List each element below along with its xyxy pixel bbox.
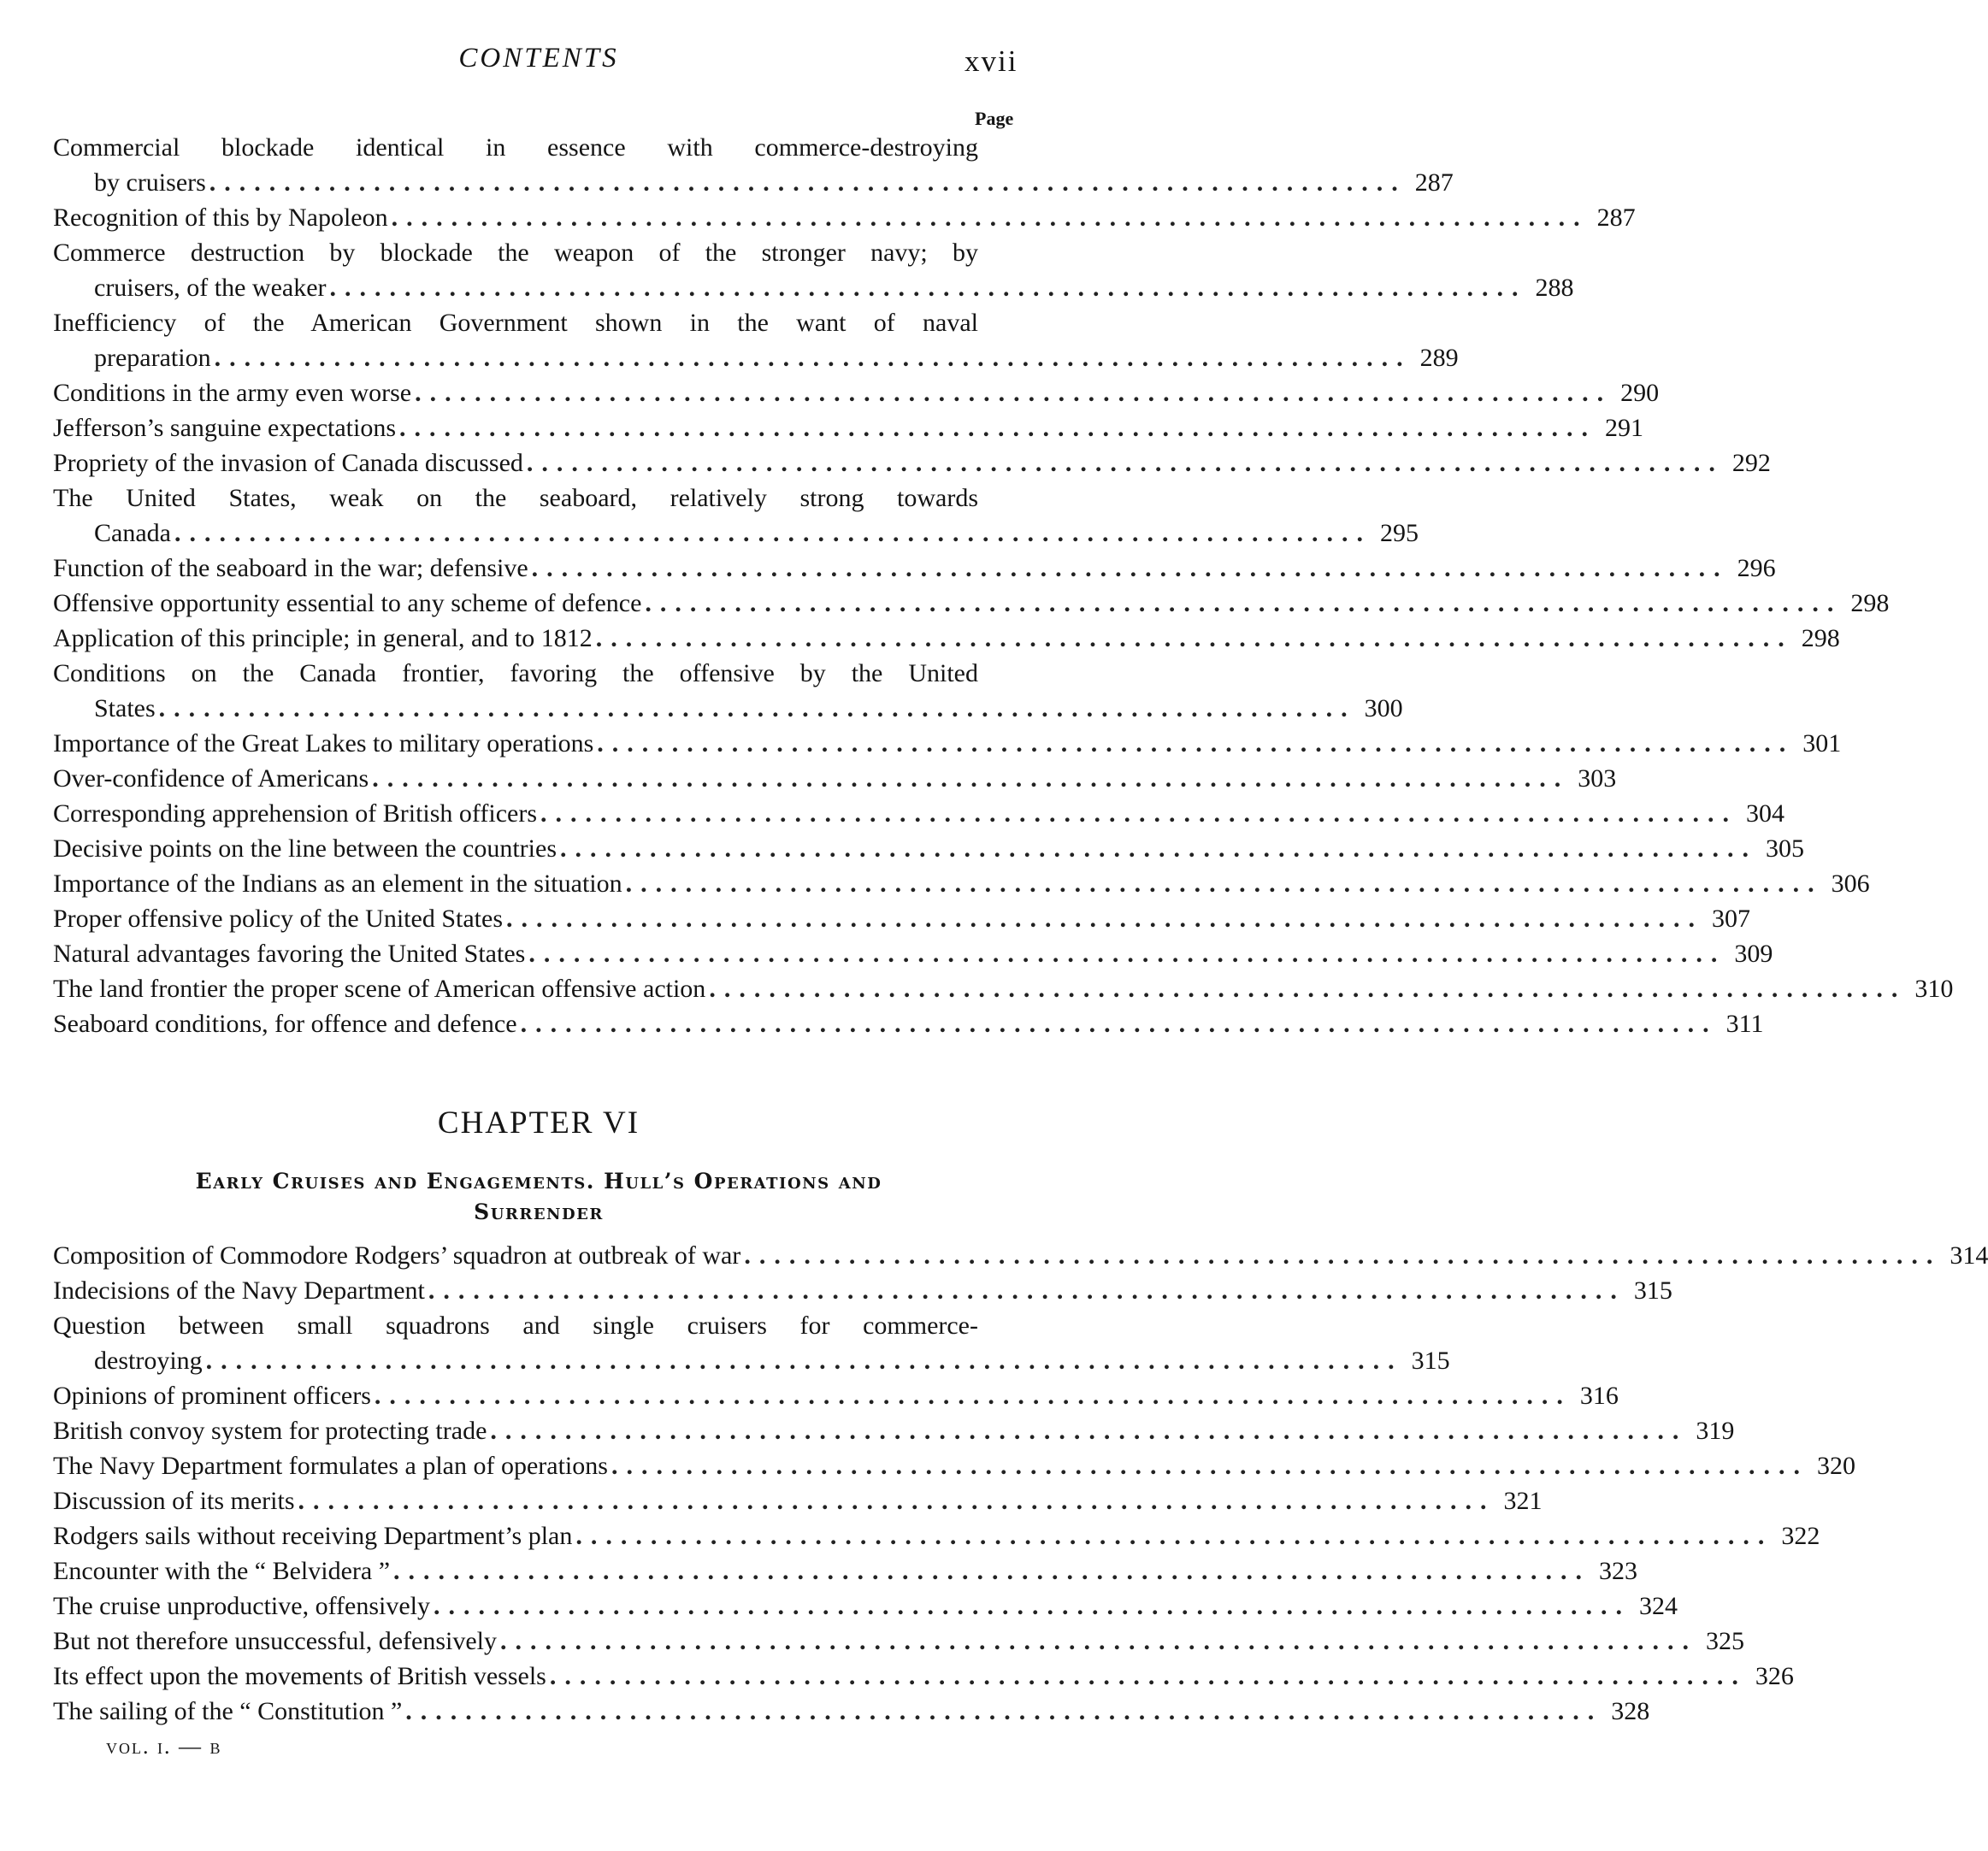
toc-entry-title: Recognition of this by Napoleon — [53, 203, 388, 232]
toc-entry-page-number: 320 — [1816, 1452, 1855, 1480]
dot-leader: ................................................................................ — [433, 1592, 1631, 1620]
toc-entry — [53, 1378, 1619, 1413]
toc-entry — [53, 480, 1419, 551]
toc-entry-title: But not therefore unsuccessful, defensively — [53, 1627, 498, 1655]
toc-entry — [53, 1589, 1678, 1624]
toc-entry — [53, 761, 1617, 796]
toc-entry-title: Function of the seaboard in the war; defensive — [53, 554, 528, 582]
dot-leader: ................................................................................ — [611, 1452, 1808, 1480]
toc-entry-page-number: 295 — [1379, 519, 1419, 547]
toc-entry-title: Corresponding apprehension of British officers — [53, 799, 538, 828]
toc-entry-page-number: 324 — [1638, 1592, 1678, 1620]
dot-leader: ................................................................................ — [549, 1662, 1747, 1690]
toc-entry-title-line-1: Question between small squadrons and single cruisers for commerce- — [53, 1312, 978, 1340]
toc-entry — [53, 726, 1842, 761]
toc-entry-page-number: 291 — [1605, 414, 1644, 442]
toc-entry-title-line-1: Commerce destruction by blockade the weapon of the stronger navy; by — [53, 239, 978, 267]
dot-leader: ................................................................................ — [391, 203, 1589, 232]
toc-entry-page-number: 328 — [1611, 1697, 1650, 1725]
toc-entry — [53, 1448, 1855, 1483]
toc-entry-page-number: 287 — [1596, 203, 1636, 232]
toc-entry-title: The sailing of the “ Constitution ” — [53, 1697, 403, 1725]
running-head — [0, 43, 1113, 85]
dot-leader: ................................................................................ — [744, 1241, 1942, 1270]
toc-entry-title-line-1: Conditions on the Canada frontier, favoring the offensive by the United — [53, 659, 978, 687]
dot-leader: ................................................................................ — [531, 554, 1729, 582]
dot-leader: ................................................................................ — [526, 449, 1724, 477]
dot-leader: ................................................................................ — [709, 975, 1907, 1003]
toc-entry-title: Proper offensive policy of the United States — [53, 905, 503, 933]
dot-leader: ................................................................................ — [520, 1010, 1718, 1038]
toc-entry-page-number: 322 — [1781, 1522, 1820, 1550]
dot-leader: ................................................................................ — [372, 764, 1570, 793]
toc-entry-page-number: 307 — [1712, 905, 1750, 933]
dot-leader: ................................................................................ — [399, 414, 1597, 442]
toc-entry-page-number: 309 — [1734, 940, 1773, 968]
dot-leader: ................................................................................ — [415, 379, 1613, 407]
dot-leader: ................................................................................ — [528, 940, 1726, 968]
toc-entry — [53, 1518, 1820, 1553]
toc-entry — [53, 971, 1954, 1006]
toc-entry — [53, 375, 1660, 410]
toc-entry-page-number: 292 — [1731, 449, 1771, 477]
toc-entry — [53, 586, 1890, 621]
toc-entry-title: British convoy system for protecting trade — [53, 1417, 487, 1445]
dot-leader: ................................................................................ — [374, 1382, 1572, 1410]
toc-entry-title: Natural advantages favoring the United States — [53, 940, 526, 968]
toc-entry — [53, 235, 1574, 305]
dot-leader: ................................................................................ — [214, 344, 1412, 372]
toc-entry-title: Offensive opportunity essential to any scheme of defence — [53, 589, 642, 617]
toc-entry-title: Importance of the Great Lakes to military operations — [53, 729, 594, 757]
toc-entry-title: Opinions of prominent officers — [53, 1382, 371, 1410]
toc-entry-page-number: 287 — [1414, 168, 1454, 197]
toc-entry — [53, 130, 1454, 200]
toc-entry-page-number: 298 — [1850, 589, 1890, 617]
toc-entry — [53, 1273, 1672, 1308]
dot-leader: ................................................................................ — [490, 1417, 1688, 1445]
toc-entry-page-number: 323 — [1599, 1557, 1638, 1585]
toc-entry-title: Its effect upon the movements of British vessels — [53, 1662, 546, 1690]
toc-entry-page-number: 303 — [1578, 764, 1617, 793]
toc-entry — [53, 445, 1771, 480]
toc-entry-title: Discussion of its merits — [53, 1487, 295, 1515]
dot-leader: ................................................................................ — [625, 869, 1823, 898]
toc-entry-page-number: 321 — [1503, 1487, 1543, 1515]
toc-entry — [53, 936, 1773, 971]
toc-entry-page-number: 315 — [1411, 1347, 1450, 1375]
toc-entry-page-number: 290 — [1620, 379, 1660, 407]
toc-entry — [53, 1624, 1745, 1659]
toc-entry-page-number: 300 — [1364, 694, 1403, 722]
toc-entry-title: by cruisers — [94, 168, 206, 197]
toc-entry — [53, 551, 1776, 586]
toc-entry-page-number: 325 — [1706, 1627, 1745, 1655]
dot-leader: ................................................................................ — [405, 1697, 1603, 1725]
toc-entry — [53, 656, 1403, 726]
toc-entry-title: Decisive points on the line between the countries — [53, 834, 557, 863]
signature-mark: vol. i. — b — [106, 1734, 222, 1759]
dot-leader: ................................................................................ — [597, 729, 1795, 757]
toc-entry-title: Conditions in the army even worse — [53, 379, 412, 407]
toc-entry-title-line-1: The United States, weak on the seaboard, relatively strong towards — [53, 484, 978, 512]
chapter-subtitle — [111, 1166, 966, 1228]
page-number: xvii — [965, 44, 1018, 78]
dot-leader: ................................................................................ — [575, 1522, 1773, 1550]
toc-entry — [53, 1659, 1794, 1694]
toc-entry-title: Composition of Commodore Rodgers’ squadron at outbreak of war — [53, 1241, 741, 1270]
dot-leader: ................................................................................ — [205, 1347, 1403, 1375]
toc-entry — [53, 1006, 1764, 1041]
toc-entry-title-line-1: Inefficiency of the American Government shown in the want of naval — [53, 309, 978, 337]
toc-entry-page-number: 314 — [1950, 1241, 1988, 1270]
toc-entry-page-number: 316 — [1579, 1382, 1619, 1410]
toc-entry-page-number: 310 — [1914, 975, 1954, 1003]
toc-entry — [53, 621, 1840, 656]
toc-entry-title: Indecisions of the Navy Department — [53, 1276, 425, 1305]
contents-list-chapter-v — [53, 130, 1954, 1041]
toc-entry-page-number: 319 — [1696, 1417, 1735, 1445]
toc-entry-page-number: 288 — [1535, 274, 1574, 302]
dot-leader: ................................................................................ — [393, 1557, 1591, 1585]
dot-leader: ................................................................................ — [595, 624, 1793, 652]
toc-entry — [53, 1553, 1638, 1589]
toc-entry-title: The land frontier the proper scene of American offensive action — [53, 975, 706, 1003]
toc-entry — [53, 1238, 1988, 1273]
toc-entry — [53, 410, 1644, 445]
dot-leader: ................................................................................ — [428, 1276, 1625, 1305]
toc-entry-page-number: 301 — [1802, 729, 1842, 757]
toc-entry — [53, 305, 1459, 375]
dot-leader: ................................................................................ — [560, 834, 1757, 863]
toc-entry-title: preparation — [94, 344, 211, 372]
dot-leader: ................................................................................ — [329, 274, 1527, 302]
toc-entry-page-number: 306 — [1831, 869, 1870, 898]
toc-entry-title-line-1: Commercial blockade identical in essence with commerce-destroying — [53, 133, 978, 162]
toc-entry-title: Over-confidence of Americans — [53, 764, 369, 793]
dot-leader: ................................................................................ — [298, 1487, 1495, 1515]
toc-entry-title: The Navy Department formulates a plan of operations — [53, 1452, 608, 1480]
toc-entry — [53, 1483, 1543, 1518]
dot-leader: ................................................................................ — [209, 168, 1407, 197]
page-column-label: Page — [975, 108, 1014, 129]
dot-leader: ................................................................................ — [174, 519, 1372, 547]
toc-entry-page-number: 315 — [1633, 1276, 1672, 1305]
toc-entry — [53, 866, 1870, 901]
chapter-subtitle-line-1: Early Cruises and Engagements. Hull’s Operations and — [195, 1169, 882, 1194]
chapter-heading: CHAPTER VI — [437, 1105, 640, 1141]
toc-entry — [53, 1308, 1450, 1378]
toc-entry-page-number: 289 — [1419, 344, 1459, 372]
toc-entry — [53, 200, 1636, 235]
dot-leader: ................................................................................ — [645, 589, 1843, 617]
toc-entry-title: Propriety of the invasion of Canada discussed — [53, 449, 523, 477]
toc-entry-title: cruisers, of the weaker — [94, 274, 327, 302]
toc-entry-page-number: 311 — [1725, 1010, 1764, 1038]
toc-entry — [53, 901, 1750, 936]
toc-entry-title: Encounter with the “ Belvidera ” — [53, 1557, 391, 1585]
toc-entry-title: destroying — [94, 1347, 203, 1375]
toc-entry-title: Application of this principle; in general, and to 1812 — [53, 624, 593, 652]
dot-leader: ................................................................................ — [540, 799, 1738, 828]
toc-entry — [53, 1413, 1735, 1448]
toc-entry — [53, 796, 1785, 831]
toc-entry-title: Jefferson’s sanguine expectations — [53, 414, 397, 442]
toc-entry-title: Canada — [94, 519, 171, 547]
contents-list-chapter-vi — [53, 1238, 1988, 1729]
toc-entry-title: Seaboard conditions, for offence and defence — [53, 1010, 517, 1038]
chapter-subtitle-line-2: Surrender — [474, 1200, 604, 1224]
toc-entry — [53, 1694, 1650, 1729]
dot-leader: ................................................................................ — [158, 694, 1356, 722]
toc-entry-page-number: 304 — [1746, 799, 1785, 828]
toc-entry-title: Importance of the Indians as an element in the situation — [53, 869, 622, 898]
dot-leader: ................................................................................ — [506, 905, 1703, 933]
toc-entry-title: States — [94, 694, 156, 722]
toc-entry-page-number: 296 — [1737, 554, 1776, 582]
toc-entry-page-number: 326 — [1755, 1662, 1794, 1690]
toc-entry-title: The cruise unproductive, offensively — [53, 1592, 430, 1620]
toc-entry-title: Rodgers sails without receiving Department’s plan — [53, 1522, 573, 1550]
toc-entry-page-number: 298 — [1801, 624, 1840, 652]
dot-leader: ................................................................................ — [500, 1627, 1698, 1655]
toc-entry-page-number: 305 — [1766, 834, 1804, 863]
toc-entry — [53, 831, 1804, 866]
running-title: CONTENTS — [458, 43, 619, 74]
